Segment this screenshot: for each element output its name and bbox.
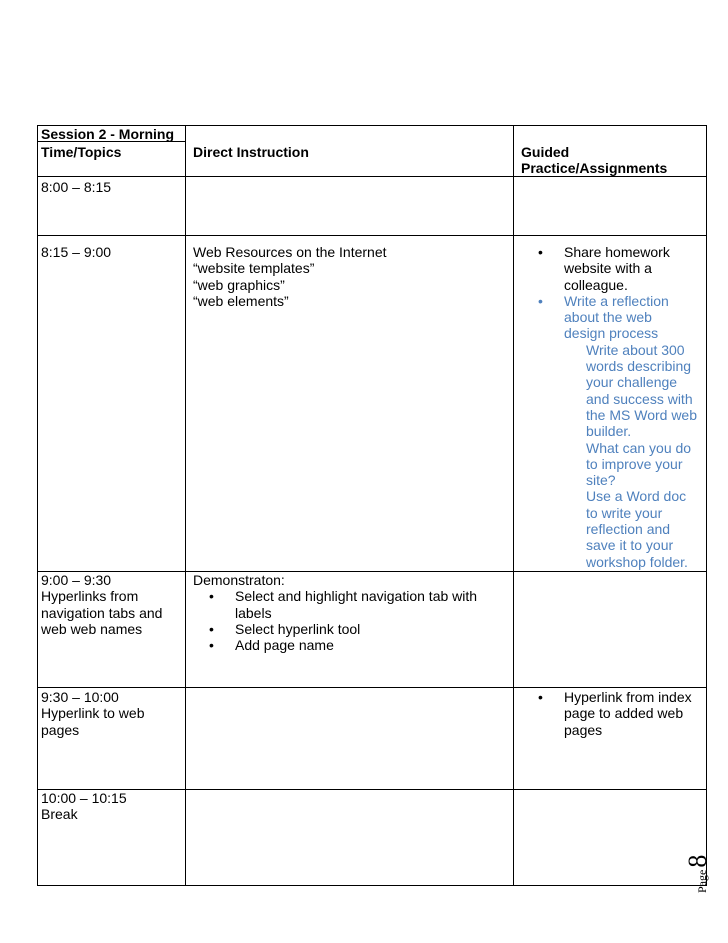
row3-time-topic: 9:00 – 9:30 Hyperlinks from navigation tabs and web web names [41, 572, 163, 637]
page-number-value: 8 [683, 854, 712, 868]
session-title: Session 2 - Morning [41, 126, 175, 142]
demo-step-hyperlink-tool: • Select hyperlink tool [235, 621, 477, 637]
page-label: Page [695, 869, 709, 893]
row4-time-topic: 9:30 – 10:00 Hyperlink to web pages [41, 689, 145, 738]
assignment-bullet-hyperlink: • Hyperlink from index page to added web pages [564, 689, 692, 738]
demo-step-select-highlight: • Select and highlight navigation tab with labels [235, 588, 477, 621]
row2-instruction: Web Resources on the Internet “website templates” “web graphics” “web elements” [193, 244, 387, 309]
header-time-topics: Time/Topics [41, 144, 122, 160]
row1-time: 8:00 – 8:15 [41, 179, 112, 195]
row2-time: 8:15 – 9:00 [41, 244, 112, 260]
demo-step-add-page-name: • Add page name [235, 637, 477, 653]
row4-assignments [564, 689, 692, 738]
assignment-bullet-share: • Share homework website with a colleague. [564, 244, 697, 293]
header-guided-practice: Guided Practice/Assignments [521, 144, 668, 177]
row5-time-topic: 10:00 – 10:15 Break [41, 790, 127, 823]
header-direct-instruction: Direct Instruction [193, 144, 309, 160]
reflection-instructions: Write about 300 words describing your challenge and success with the MS Word web builder. What can you do to improve your site? Use a Word doc to write your reflection and save it to your workshop folder. [586, 341, 698, 570]
schedule-table [37, 125, 707, 886]
assignment-bullet-reflection: • Write a reflection about the web design process [564, 293, 697, 342]
row2-assignments [564, 244, 697, 570]
row3-instruction: Demonstraton: • Select and highlight navigation tab with labels • Select hyperlink tool • Add page name [193, 572, 477, 653]
page-number [683, 855, 713, 893]
